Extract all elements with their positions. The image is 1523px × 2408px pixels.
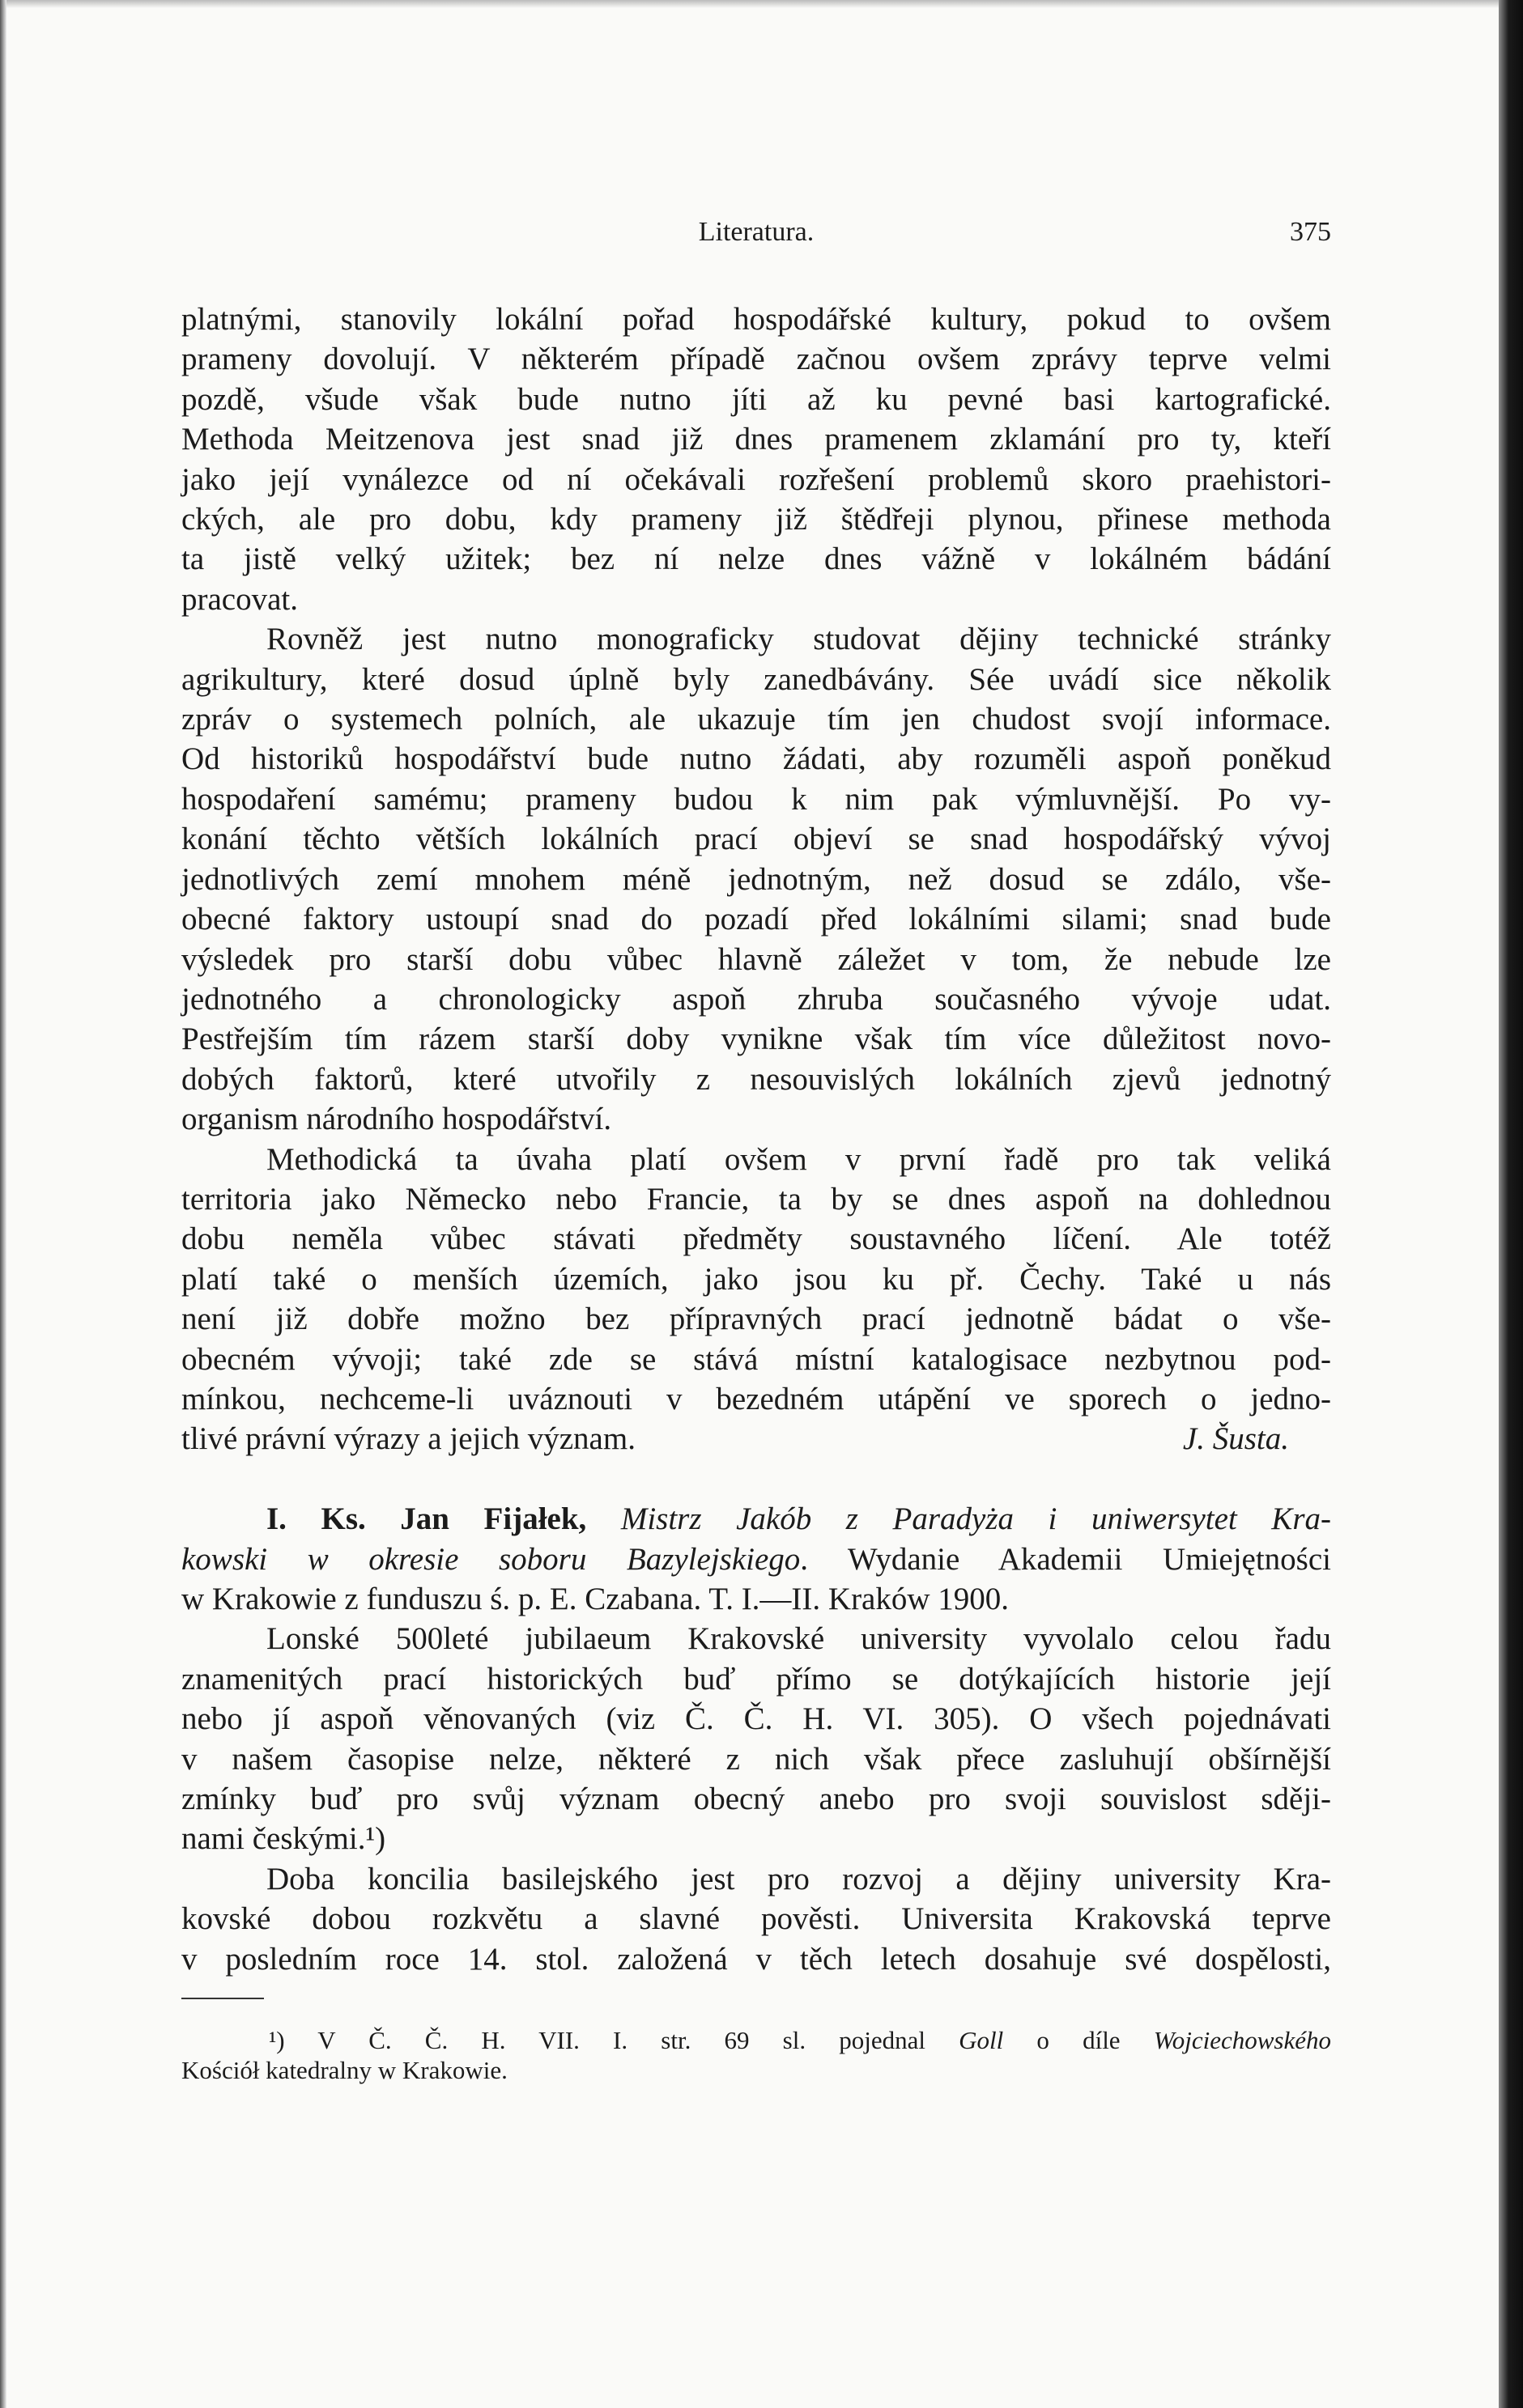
text-line xyxy=(181,1419,1331,1459)
text-line: w Krakowie z funduszu ś. p. E. Czabana. T. I.—II. Kraków 1900. xyxy=(181,1581,1010,1616)
scan-top-edge xyxy=(0,0,1523,8)
text-line xyxy=(181,2025,1331,2055)
body-text xyxy=(181,299,1331,1979)
text-line: Methodická ta úvaha platí ovšem v první řadě pro tak veliká xyxy=(266,1141,1331,1177)
footnote-rule xyxy=(181,1998,264,1999)
text-line: ta jistě velký užitek; bez ní nelze dnes vážně v lokálném bádání xyxy=(181,541,1331,577)
text-line: obecné faktory ustoupí snad do pozadí před lokálními silami; snad bude xyxy=(181,902,1331,937)
text-line: zmínky buď pro svůj význam obecný anebo pro svoji souvislost sději- xyxy=(181,1782,1331,1817)
paragraph xyxy=(181,1140,1331,1459)
text-line: Kościół katedralny w Krakowie. xyxy=(181,2056,508,2084)
paragraph xyxy=(181,619,1331,1139)
italic-segment: kowski w okresie soboru Bazylejskiego xyxy=(181,1541,801,1577)
text-line: obecném vývoji; také zde se stává místní katalogisace nezbytnou pod- xyxy=(181,1341,1331,1377)
author-signature: J. Šusta. xyxy=(1182,1421,1289,1457)
text-line: jako její vynálezce od ní očekávali rozřešení problemů skoro praehistori- xyxy=(181,461,1331,497)
text-line xyxy=(181,1499,1331,1539)
text-line: v posledním roce 14. stol. založená v těch letech dosahuje své dospělosti, xyxy=(181,1941,1331,1977)
text-line: dobých faktorů, které utvořily z nesouvislých lokálních zjevů jednotný xyxy=(181,1061,1331,1097)
text-segment: . Wydanie Akademii Umiejętności xyxy=(800,1541,1331,1577)
section-gap xyxy=(181,1459,1331,1499)
paragraph xyxy=(181,1499,1331,1619)
text-line: organism národního hospodářství. xyxy=(181,1102,612,1137)
running-head-title: Literatura. xyxy=(698,217,815,247)
text-line: agrikultury, které dosud úplně byly zanedbávány. Sée uvádí sice několik xyxy=(181,661,1331,697)
text-line: platí také o menších územích, jako jsou ku př. Čechy. Také u nás xyxy=(181,1261,1331,1297)
italic-segment: Goll xyxy=(959,2026,1004,2054)
text-line: Od historiků hospodářství bude nutno žádati, aby rozuměli aspoň poněkud xyxy=(181,741,1331,777)
text-line: Methoda Meitzenova jest snad již dnes pramenem zklamání pro ty, kteří xyxy=(181,422,1331,457)
text-line: znamenitých prací historických buď přímo se dotýkajících historie její xyxy=(181,1661,1331,1697)
text-line: prameny dovolují. V některém případě začnou ovšem zprávy teprve velmi xyxy=(181,342,1331,377)
text-line: není již dobře možno bez přípravných prací jednotně bádat o vše- xyxy=(181,1302,1331,1337)
text-line: platnými, stanovily lokální pořad hospodářské kultury, pokud to ovšem xyxy=(181,302,1331,337)
text-line: dobu neměla vůbec stávati předměty soustavného líčení. Ale totéž xyxy=(181,1221,1331,1257)
text-line: hospodaření samému; prameny budou k nim pak výmluvnější. Po vy- xyxy=(181,781,1331,817)
text-line xyxy=(181,1540,1331,1579)
text-line: pracovat. xyxy=(181,581,299,617)
text-line: ckých, ale pro dobu, kdy prameny již štědřeji plynou, přinese methoda xyxy=(181,502,1331,537)
text-segment: o díle xyxy=(1003,2026,1154,2054)
text-line: territoria jako Německo nebo Francie, ta by se dnes aspoň na dohlednou xyxy=(181,1181,1331,1217)
text-line: Rovněž jest nutno monograficky studovat dějiny technické stránky xyxy=(266,622,1331,657)
running-head xyxy=(181,217,1331,253)
text-line: Doba koncilia basilejského jest pro rozvoj a dějiny university Kra- xyxy=(266,1861,1331,1896)
text-line: nebo jí aspoň věnovaných (viz Č. Č. H. VI. 305). O všech pojednávati xyxy=(181,1701,1331,1737)
scan-left-edge xyxy=(0,0,6,2408)
text-line: konání těchto větších lokálních prací objeví se snad hospodářský vývoj xyxy=(181,822,1331,857)
paragraph xyxy=(181,1859,1331,1979)
paragraph xyxy=(181,299,1331,619)
italic-segment: Wojciechowského xyxy=(1153,2026,1331,2054)
text-segment: tlivé právní výrazy a jejich význam. xyxy=(181,1421,636,1457)
page-number: 375 xyxy=(1290,217,1331,247)
text-line: výsledek pro starší dobu vůbec hlavně záležet v tom, že nebude lze xyxy=(181,941,1331,977)
bold-segment: I. Ks. Jan Fijałek, xyxy=(266,1501,621,1537)
text-line: zpráv o systemech polních, ale ukazuje tím jen chudost svojí informace. xyxy=(181,702,1331,737)
text-line: mínkou, nechceme-li uváznouti v bezedném utápění ve sporech o jedno- xyxy=(181,1381,1331,1416)
text-segment: ¹) V Č. Č. H. VII. I. str. 69 sl. pojednal xyxy=(269,2026,959,2054)
paragraph xyxy=(181,1619,1331,1858)
text-line: v našem časopise nelze, některé z nich však přece zasluhují obšírnější xyxy=(181,1741,1331,1777)
text-line: Pestřejším tím rázem starší doby vynikne však tím více důležitost novo- xyxy=(181,1021,1331,1057)
scan-right-edge xyxy=(1499,0,1523,2408)
text-line: kovské dobou rozkvětu a slavné pověsti. Universita Krakovská teprve xyxy=(181,1901,1331,1937)
text-line: nami českými.¹) xyxy=(181,1821,386,1857)
text-line: jednotného a chronologicky aspoň zhruba současného vývoje udat. xyxy=(181,981,1331,1017)
text-line: pozdě, všude však bude nutno jíti až ku pevné basi kartografické. xyxy=(181,381,1331,417)
text-line: Lonské 500leté jubilaeum Krakovské university vyvolalo celou řadu xyxy=(266,1621,1331,1657)
text-line: jednotlivých zemí mnohem méně jednotným, než dosud se zdálo, vše- xyxy=(181,861,1331,897)
footnote xyxy=(181,2025,1331,2085)
italic-segment: Mistrz Jakób z Paradyża i uniwersytet Kra- xyxy=(620,1501,1331,1537)
